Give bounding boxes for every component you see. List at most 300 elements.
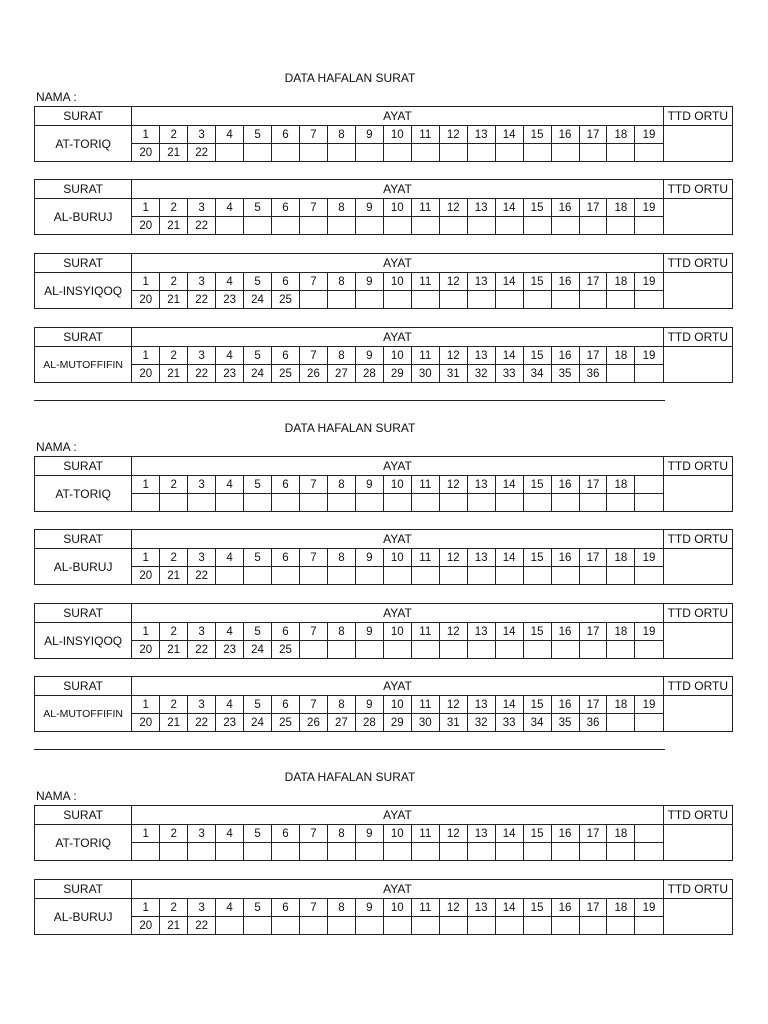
ayat-cell[interactable] xyxy=(467,567,495,585)
ayat-cell[interactable]: 1 xyxy=(132,623,160,641)
ttd-ortu-signature-cell[interactable] xyxy=(663,126,732,162)
ayat-cell[interactable]: 17 xyxy=(579,899,607,917)
ayat-cell[interactable]: 3 xyxy=(188,347,216,365)
ayat-cell[interactable]: 4 xyxy=(216,825,244,843)
ayat-cell[interactable]: 16 xyxy=(551,273,579,291)
ayat-cell[interactable]: 14 xyxy=(495,899,523,917)
ayat-cell[interactable]: 12 xyxy=(439,126,467,144)
ayat-cell[interactable]: 22 xyxy=(188,291,216,309)
ayat-cell[interactable] xyxy=(299,494,327,512)
ayat-cell[interactable]: 17 xyxy=(579,623,607,641)
ayat-cell[interactable]: 14 xyxy=(495,126,523,144)
ayat-cell[interactable] xyxy=(188,843,216,861)
ayat-cell[interactable] xyxy=(244,144,272,162)
ayat-cell[interactable] xyxy=(607,641,635,659)
ayat-cell[interactable]: 8 xyxy=(327,126,355,144)
ayat-cell[interactable] xyxy=(439,641,467,659)
ayat-cell[interactable]: 22 xyxy=(188,714,216,732)
ayat-cell[interactable] xyxy=(327,567,355,585)
ayat-cell[interactable]: 21 xyxy=(160,365,188,383)
ayat-cell[interactable]: 5 xyxy=(244,549,272,567)
ayat-cell[interactable] xyxy=(523,641,551,659)
ayat-cell[interactable]: 17 xyxy=(579,476,607,494)
ayat-cell[interactable]: 21 xyxy=(160,917,188,935)
ayat-cell[interactable]: 10 xyxy=(383,347,411,365)
ayat-cell[interactable] xyxy=(495,843,523,861)
ayat-cell[interactable]: 5 xyxy=(244,476,272,494)
ayat-cell[interactable]: 17 xyxy=(579,126,607,144)
ayat-cell[interactable]: 17 xyxy=(579,825,607,843)
ayat-cell[interactable] xyxy=(607,843,635,861)
ayat-cell[interactable]: 12 xyxy=(439,273,467,291)
ayat-cell[interactable]: 1 xyxy=(132,549,160,567)
ayat-cell[interactable]: 21 xyxy=(160,217,188,235)
ayat-cell[interactable]: 28 xyxy=(355,365,383,383)
ayat-cell[interactable]: 3 xyxy=(188,476,216,494)
ayat-cell[interactable]: 5 xyxy=(244,126,272,144)
ayat-cell[interactable] xyxy=(299,567,327,585)
ayat-cell[interactable]: 10 xyxy=(383,273,411,291)
ayat-cell[interactable]: 6 xyxy=(272,273,300,291)
ayat-cell[interactable]: 12 xyxy=(439,199,467,217)
ayat-cell[interactable]: 11 xyxy=(411,347,439,365)
ayat-cell[interactable] xyxy=(523,291,551,309)
ayat-cell[interactable]: 7 xyxy=(299,899,327,917)
ayat-cell[interactable]: 6 xyxy=(272,623,300,641)
ayat-cell[interactable]: 20 xyxy=(132,291,160,309)
ayat-cell[interactable] xyxy=(439,917,467,935)
ayat-cell[interactable] xyxy=(607,714,635,732)
ayat-cell[interactable] xyxy=(383,494,411,512)
ayat-cell[interactable]: 14 xyxy=(495,549,523,567)
ayat-cell[interactable]: 16 xyxy=(551,696,579,714)
ayat-cell[interactable]: 9 xyxy=(355,549,383,567)
ayat-cell[interactable] xyxy=(439,843,467,861)
ayat-cell[interactable]: 3 xyxy=(188,199,216,217)
ayat-cell[interactable]: 7 xyxy=(299,347,327,365)
ayat-cell[interactable]: 18 xyxy=(607,696,635,714)
ayat-cell[interactable]: 8 xyxy=(327,899,355,917)
ayat-cell[interactable]: 5 xyxy=(244,825,272,843)
ayat-cell[interactable]: 11 xyxy=(411,476,439,494)
ayat-cell[interactable]: 9 xyxy=(355,476,383,494)
ayat-cell[interactable]: 17 xyxy=(579,347,607,365)
ayat-cell[interactable] xyxy=(439,291,467,309)
ayat-cell[interactable]: 20 xyxy=(132,641,160,659)
ayat-cell[interactable]: 7 xyxy=(299,623,327,641)
ayat-cell[interactable]: 4 xyxy=(216,549,244,567)
ayat-cell[interactable]: 9 xyxy=(355,623,383,641)
ayat-cell[interactable]: 15 xyxy=(523,126,551,144)
ayat-cell[interactable]: 11 xyxy=(411,126,439,144)
ayat-cell[interactable]: 35 xyxy=(551,714,579,732)
ayat-cell[interactable]: 6 xyxy=(272,899,300,917)
ayat-cell[interactable]: 14 xyxy=(495,623,523,641)
ayat-cell[interactable] xyxy=(635,217,663,235)
ayat-cell[interactable] xyxy=(383,144,411,162)
ayat-cell[interactable]: 10 xyxy=(383,696,411,714)
ayat-cell[interactable]: 5 xyxy=(244,623,272,641)
ayat-cell[interactable]: 22 xyxy=(188,365,216,383)
ayat-cell[interactable] xyxy=(467,641,495,659)
ayat-cell[interactable]: 2 xyxy=(160,623,188,641)
ayat-cell[interactable]: 12 xyxy=(439,696,467,714)
ayat-cell[interactable]: 18 xyxy=(607,476,635,494)
ayat-cell[interactable]: 28 xyxy=(355,714,383,732)
ayat-cell[interactable]: 22 xyxy=(188,217,216,235)
ayat-cell[interactable]: 6 xyxy=(272,549,300,567)
ayat-cell[interactable] xyxy=(411,567,439,585)
ayat-cell[interactable] xyxy=(411,291,439,309)
ayat-cell[interactable]: 11 xyxy=(411,549,439,567)
ayat-cell[interactable]: 5 xyxy=(244,696,272,714)
ayat-cell[interactable]: 19 xyxy=(635,273,663,291)
ayat-cell[interactable]: 13 xyxy=(467,126,495,144)
ayat-cell[interactable] xyxy=(579,843,607,861)
ayat-cell[interactable]: 30 xyxy=(411,365,439,383)
ayat-cell[interactable]: 18 xyxy=(607,273,635,291)
ayat-cell[interactable] xyxy=(495,567,523,585)
ayat-cell[interactable]: 19 xyxy=(635,696,663,714)
ayat-cell[interactable]: 1 xyxy=(132,199,160,217)
ayat-cell[interactable]: 1 xyxy=(132,126,160,144)
ayat-cell[interactable] xyxy=(607,365,635,383)
ayat-cell[interactable] xyxy=(579,217,607,235)
ayat-cell[interactable] xyxy=(579,567,607,585)
ayat-cell[interactable] xyxy=(551,567,579,585)
ayat-cell[interactable]: 1 xyxy=(132,696,160,714)
ayat-cell[interactable]: 1 xyxy=(132,476,160,494)
ayat-cell[interactable]: 21 xyxy=(160,291,188,309)
ayat-cell[interactable] xyxy=(216,217,244,235)
ayat-cell[interactable]: 7 xyxy=(299,476,327,494)
ayat-cell[interactable]: 13 xyxy=(467,476,495,494)
ayat-cell[interactable]: 25 xyxy=(272,641,300,659)
ayat-cell[interactable] xyxy=(607,144,635,162)
ayat-cell[interactable]: 15 xyxy=(523,273,551,291)
ayat-cell[interactable]: 20 xyxy=(132,714,160,732)
ayat-cell[interactable]: 10 xyxy=(383,899,411,917)
ayat-cell[interactable]: 14 xyxy=(495,476,523,494)
ayat-cell[interactable] xyxy=(160,494,188,512)
ayat-cell[interactable]: 19 xyxy=(635,623,663,641)
ayat-cell[interactable]: 7 xyxy=(299,126,327,144)
ayat-cell[interactable]: 20 xyxy=(132,217,160,235)
ayat-cell[interactable]: 25 xyxy=(272,714,300,732)
ayat-cell[interactable] xyxy=(299,217,327,235)
ayat-cell[interactable]: 7 xyxy=(299,273,327,291)
ayat-cell[interactable]: 1 xyxy=(132,273,160,291)
ttd-ortu-signature-cell[interactable] xyxy=(663,273,732,309)
ayat-cell[interactable] xyxy=(327,641,355,659)
ayat-cell[interactable]: 19 xyxy=(635,199,663,217)
ayat-cell[interactable] xyxy=(467,494,495,512)
ayat-cell[interactable]: 20 xyxy=(132,144,160,162)
ayat-cell[interactable]: 5 xyxy=(244,899,272,917)
ayat-cell[interactable]: 6 xyxy=(272,126,300,144)
ayat-cell[interactable] xyxy=(635,567,663,585)
ttd-ortu-signature-cell[interactable] xyxy=(663,623,732,659)
ayat-cell[interactable] xyxy=(355,217,383,235)
ayat-cell[interactable]: 13 xyxy=(467,825,495,843)
ayat-cell[interactable] xyxy=(467,843,495,861)
ayat-cell[interactable] xyxy=(411,641,439,659)
ayat-cell[interactable] xyxy=(635,144,663,162)
ayat-cell[interactable]: 36 xyxy=(579,365,607,383)
ayat-cell[interactable]: 20 xyxy=(132,365,160,383)
ayat-cell[interactable] xyxy=(327,843,355,861)
ayat-cell[interactable]: 9 xyxy=(355,126,383,144)
ayat-cell[interactable]: 2 xyxy=(160,549,188,567)
ayat-cell[interactable] xyxy=(272,217,300,235)
ayat-cell[interactable]: 4 xyxy=(216,476,244,494)
ayat-cell[interactable]: 5 xyxy=(244,199,272,217)
ayat-cell[interactable]: 16 xyxy=(551,199,579,217)
ayat-cell[interactable] xyxy=(467,217,495,235)
ayat-cell[interactable]: 13 xyxy=(467,549,495,567)
ayat-cell[interactable]: 8 xyxy=(327,347,355,365)
ayat-cell[interactable]: 29 xyxy=(383,714,411,732)
ayat-cell[interactable]: 3 xyxy=(188,623,216,641)
ayat-cell[interactable]: 13 xyxy=(467,696,495,714)
ayat-cell[interactable]: 6 xyxy=(272,476,300,494)
ayat-cell[interactable]: 19 xyxy=(635,899,663,917)
ayat-cell[interactable] xyxy=(495,917,523,935)
ayat-cell[interactable] xyxy=(299,843,327,861)
ayat-cell[interactable]: 12 xyxy=(439,476,467,494)
ayat-cell[interactable]: 18 xyxy=(607,126,635,144)
ayat-cell[interactable] xyxy=(579,917,607,935)
ayat-cell[interactable]: 15 xyxy=(523,549,551,567)
ayat-cell[interactable] xyxy=(607,494,635,512)
ayat-cell[interactable]: 15 xyxy=(523,347,551,365)
ayat-cell[interactable] xyxy=(272,144,300,162)
ayat-cell[interactable] xyxy=(327,217,355,235)
ayat-cell[interactable] xyxy=(551,494,579,512)
ayat-cell[interactable] xyxy=(411,843,439,861)
ayat-cell[interactable]: 23 xyxy=(216,641,244,659)
ayat-cell[interactable]: 11 xyxy=(411,199,439,217)
ayat-cell[interactable] xyxy=(327,917,355,935)
ayat-cell[interactable]: 10 xyxy=(383,549,411,567)
ayat-cell[interactable]: 4 xyxy=(216,696,244,714)
ayat-cell[interactable]: 34 xyxy=(523,714,551,732)
ayat-cell[interactable]: 27 xyxy=(327,365,355,383)
ayat-cell[interactable] xyxy=(216,144,244,162)
ayat-cell[interactable]: 10 xyxy=(383,825,411,843)
ayat-cell[interactable] xyxy=(551,641,579,659)
ayat-cell[interactable] xyxy=(355,291,383,309)
ayat-cell[interactable]: 26 xyxy=(299,714,327,732)
ayat-cell[interactable]: 8 xyxy=(327,623,355,641)
ayat-cell[interactable]: 3 xyxy=(188,825,216,843)
ayat-cell[interactable]: 15 xyxy=(523,899,551,917)
ayat-cell[interactable] xyxy=(244,917,272,935)
ayat-cell[interactable]: 17 xyxy=(579,696,607,714)
ayat-cell[interactable]: 13 xyxy=(467,273,495,291)
ayat-cell[interactable]: 14 xyxy=(495,347,523,365)
ttd-ortu-signature-cell[interactable] xyxy=(663,199,732,235)
ayat-cell[interactable]: 18 xyxy=(607,199,635,217)
ayat-cell[interactable] xyxy=(495,291,523,309)
ayat-cell[interactable]: 12 xyxy=(439,825,467,843)
ayat-cell[interactable]: 16 xyxy=(551,347,579,365)
ayat-cell[interactable] xyxy=(439,567,467,585)
ayat-cell[interactable] xyxy=(216,494,244,512)
ayat-cell[interactable] xyxy=(523,494,551,512)
ayat-cell[interactable]: 4 xyxy=(216,347,244,365)
ayat-cell[interactable]: 31 xyxy=(439,714,467,732)
ayat-cell[interactable] xyxy=(244,494,272,512)
ayat-cell[interactable]: 11 xyxy=(411,899,439,917)
ayat-cell[interactable] xyxy=(188,494,216,512)
ayat-cell[interactable]: 15 xyxy=(523,476,551,494)
ayat-cell[interactable] xyxy=(495,494,523,512)
ayat-cell[interactable]: 30 xyxy=(411,714,439,732)
ayat-cell[interactable] xyxy=(272,917,300,935)
ayat-cell[interactable]: 8 xyxy=(327,273,355,291)
ayat-cell[interactable]: 3 xyxy=(188,549,216,567)
ayat-cell[interactable] xyxy=(244,843,272,861)
ayat-cell[interactable]: 36 xyxy=(579,714,607,732)
ayat-cell[interactable]: 11 xyxy=(411,825,439,843)
ayat-cell[interactable] xyxy=(244,567,272,585)
ayat-cell[interactable] xyxy=(635,365,663,383)
ayat-cell[interactable]: 33 xyxy=(495,365,523,383)
ayat-cell[interactable]: 10 xyxy=(383,476,411,494)
ayat-cell[interactable]: 22 xyxy=(188,917,216,935)
ayat-cell[interactable]: 27 xyxy=(327,714,355,732)
ayat-cell[interactable]: 23 xyxy=(216,714,244,732)
ayat-cell[interactable]: 33 xyxy=(495,714,523,732)
ayat-cell[interactable]: 3 xyxy=(188,899,216,917)
ayat-cell[interactable] xyxy=(216,917,244,935)
ayat-cell[interactable]: 3 xyxy=(188,273,216,291)
ayat-cell[interactable] xyxy=(607,917,635,935)
ayat-cell[interactable] xyxy=(216,567,244,585)
ayat-cell[interactable] xyxy=(551,144,579,162)
ayat-cell[interactable]: 4 xyxy=(216,126,244,144)
ayat-cell[interactable]: 24 xyxy=(244,365,272,383)
ayat-cell[interactable]: 18 xyxy=(607,623,635,641)
ayat-cell[interactable] xyxy=(635,843,663,861)
ayat-cell[interactable]: 11 xyxy=(411,696,439,714)
ayat-cell[interactable]: 9 xyxy=(355,347,383,365)
ayat-cell[interactable] xyxy=(635,291,663,309)
ayat-cell[interactable]: 2 xyxy=(160,273,188,291)
ayat-cell[interactable] xyxy=(523,917,551,935)
ayat-cell[interactable] xyxy=(607,567,635,585)
ayat-cell[interactable]: 9 xyxy=(355,273,383,291)
ayat-cell[interactable]: 21 xyxy=(160,567,188,585)
ayat-cell[interactable] xyxy=(411,144,439,162)
ayat-cell[interactable] xyxy=(523,567,551,585)
ayat-cell[interactable]: 24 xyxy=(244,291,272,309)
ayat-cell[interactable] xyxy=(355,567,383,585)
ayat-cell[interactable] xyxy=(299,291,327,309)
ayat-cell[interactable]: 2 xyxy=(160,476,188,494)
ayat-cell[interactable]: 8 xyxy=(327,825,355,843)
ayat-cell[interactable]: 13 xyxy=(467,899,495,917)
ttd-ortu-signature-cell[interactable] xyxy=(663,825,732,861)
ayat-cell[interactable] xyxy=(383,567,411,585)
ayat-cell[interactable] xyxy=(327,494,355,512)
ayat-cell[interactable]: 19 xyxy=(635,126,663,144)
ayat-cell[interactable]: 2 xyxy=(160,899,188,917)
ayat-cell[interactable] xyxy=(272,843,300,861)
ayat-cell[interactable]: 16 xyxy=(551,825,579,843)
ayat-cell[interactable]: 32 xyxy=(467,365,495,383)
ayat-cell[interactable]: 20 xyxy=(132,567,160,585)
ayat-cell[interactable]: 10 xyxy=(383,126,411,144)
ayat-cell[interactable]: 13 xyxy=(467,199,495,217)
ayat-cell[interactable]: 21 xyxy=(160,714,188,732)
ayat-cell[interactable]: 22 xyxy=(188,641,216,659)
ayat-cell[interactable]: 14 xyxy=(495,199,523,217)
ayat-cell[interactable] xyxy=(495,641,523,659)
ayat-cell[interactable]: 12 xyxy=(439,623,467,641)
ayat-cell[interactable] xyxy=(299,144,327,162)
ayat-cell[interactable]: 15 xyxy=(523,199,551,217)
ayat-cell[interactable]: 7 xyxy=(299,696,327,714)
ayat-cell[interactable] xyxy=(579,641,607,659)
ayat-cell[interactable]: 9 xyxy=(355,825,383,843)
ttd-ortu-signature-cell[interactable] xyxy=(663,549,732,585)
ayat-cell[interactable]: 7 xyxy=(299,549,327,567)
ayat-cell[interactable]: 17 xyxy=(579,199,607,217)
ayat-cell[interactable] xyxy=(383,641,411,659)
ayat-cell[interactable] xyxy=(579,144,607,162)
ayat-cell[interactable] xyxy=(551,917,579,935)
ayat-cell[interactable]: 16 xyxy=(551,549,579,567)
ayat-cell[interactable]: 4 xyxy=(216,899,244,917)
ayat-cell[interactable] xyxy=(383,291,411,309)
ayat-cell[interactable]: 6 xyxy=(272,347,300,365)
ayat-cell[interactable] xyxy=(607,291,635,309)
ayat-cell[interactable]: 16 xyxy=(551,899,579,917)
ayat-cell[interactable]: 4 xyxy=(216,199,244,217)
ayat-cell[interactable] xyxy=(383,917,411,935)
ayat-cell[interactable]: 8 xyxy=(327,696,355,714)
ayat-cell[interactable]: 6 xyxy=(272,199,300,217)
ayat-cell[interactable] xyxy=(411,917,439,935)
ayat-cell[interactable]: 17 xyxy=(579,549,607,567)
ayat-cell[interactable] xyxy=(411,494,439,512)
ayat-cell[interactable] xyxy=(355,494,383,512)
ayat-cell[interactable] xyxy=(467,291,495,309)
ayat-cell[interactable]: 5 xyxy=(244,347,272,365)
ayat-cell[interactable]: 19 xyxy=(635,549,663,567)
ayat-cell[interactable]: 8 xyxy=(327,476,355,494)
ayat-cell[interactable]: 6 xyxy=(272,825,300,843)
ayat-cell[interactable] xyxy=(132,494,160,512)
ayat-cell[interactable]: 11 xyxy=(411,273,439,291)
ayat-cell[interactable]: 14 xyxy=(495,825,523,843)
ayat-cell[interactable]: 8 xyxy=(327,199,355,217)
ayat-cell[interactable]: 16 xyxy=(551,476,579,494)
ayat-cell[interactable]: 1 xyxy=(132,347,160,365)
ayat-cell[interactable] xyxy=(355,144,383,162)
ayat-cell[interactable] xyxy=(216,843,244,861)
ayat-cell[interactable]: 8 xyxy=(327,549,355,567)
ayat-cell[interactable] xyxy=(523,843,551,861)
ayat-cell[interactable]: 2 xyxy=(160,126,188,144)
ayat-cell[interactable]: 23 xyxy=(216,291,244,309)
ayat-cell[interactable] xyxy=(495,144,523,162)
ayat-cell[interactable] xyxy=(551,843,579,861)
ayat-cell[interactable] xyxy=(467,917,495,935)
ayat-cell[interactable] xyxy=(383,217,411,235)
